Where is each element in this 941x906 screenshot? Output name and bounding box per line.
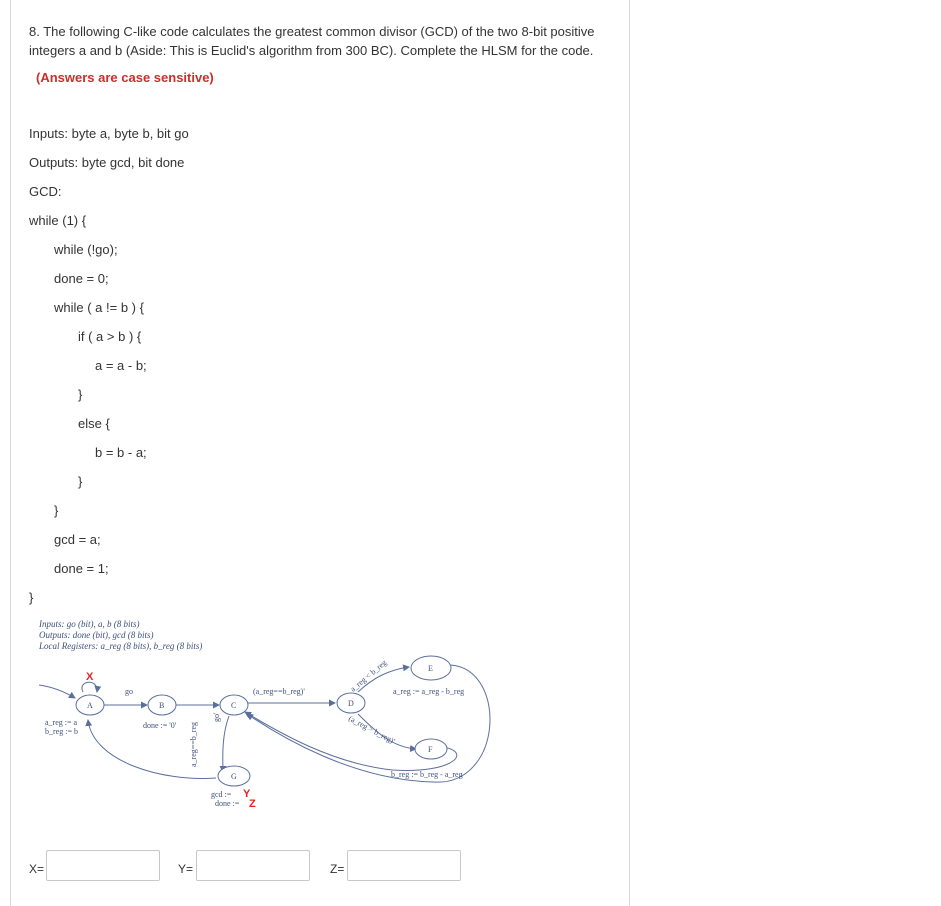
code-line: else {: [78, 416, 110, 431]
done-clear-label: done := '0': [143, 721, 177, 730]
question-card: [10, 0, 630, 906]
code-line: GCD:: [29, 184, 62, 199]
state-b-label: B: [159, 701, 165, 710]
blank-y-marker: Y: [243, 788, 251, 800]
diagram-registers: Local Registers: a_reg (8 bits), b_reg (8 bits): [39, 641, 203, 651]
x-answer-label: X=: [29, 862, 45, 876]
code-line: while (!go);: [54, 242, 118, 257]
state-a-label: A: [87, 701, 93, 710]
entry-arrow: [39, 685, 75, 698]
c-to-g-arrow: [223, 716, 229, 772]
blank-z-marker: Z: [249, 798, 256, 807]
code-line: }: [78, 387, 83, 402]
z-answer-input[interactable]: [347, 850, 461, 881]
code-line: }: [78, 474, 83, 489]
greater-than-label: (a_reg > b_reg)': [347, 713, 397, 746]
code-line: while (1) {: [29, 213, 87, 228]
f-action-label: b_reg := b_reg - a_reg: [391, 770, 463, 779]
a-init-label: a_reg := a: [45, 718, 78, 727]
code-line: }: [29, 590, 34, 605]
a-eq-b-label: a_reg==b_reg: [189, 721, 198, 767]
state-g-label: G: [231, 772, 237, 781]
a-self-loop: [82, 682, 97, 692]
go-not-label: go': [212, 712, 221, 722]
code-line: done = 0;: [54, 271, 109, 286]
less-than-label: a_reg < b_reg: [348, 658, 389, 694]
b-init-label: b_reg := b: [45, 727, 78, 736]
code-line: Inputs: byte a, byte b, bit go: [29, 126, 189, 141]
z-answer-label: Z=: [330, 862, 345, 876]
go-transition-label: go: [125, 687, 133, 696]
e-action-label: a_reg := a_reg - b_reg: [393, 687, 465, 696]
code-line: a = a - b;: [95, 358, 147, 373]
state-c-label: C: [231, 701, 237, 710]
gcd-assign-label: gcd :=: [211, 790, 232, 799]
state-d-label: D: [348, 699, 354, 708]
diagram-inputs: Inputs: go (bit), a, b (8 bits): [39, 619, 140, 629]
code-line: gcd = a;: [54, 532, 101, 547]
y-answer-input[interactable]: [196, 850, 310, 881]
state-f-label: F: [428, 745, 433, 754]
state-e-label: E: [428, 664, 433, 673]
question-text: 8. The following C-like code calculates the greatest common divisor (GCD) of the two 8-bit positive integers a and b (Aside: This is Euclid's algorithm from 300 BC). Complete the HLSM for the code.: [29, 24, 595, 58]
case-sensitive-note: (Answers are case sensitive): [36, 70, 214, 85]
y-answer-label: Y=: [178, 862, 194, 876]
code-line: b = b - a;: [95, 445, 147, 460]
code-line: Outputs: byte gcd, bit done: [29, 155, 185, 170]
done-assign-label: done :=: [215, 799, 240, 807]
hlsm-diagram: [33, 612, 503, 807]
code-line: if ( a > b ) {: [78, 329, 142, 344]
diagram-outputs: Outputs: done (bit), gcd (8 bits): [39, 630, 154, 640]
code-line: while ( a != b ) {: [54, 300, 144, 315]
code-line: done = 1;: [54, 561, 109, 576]
blank-x-marker: X: [86, 671, 94, 683]
code-line: }: [54, 503, 59, 518]
x-answer-input[interactable]: [46, 850, 160, 881]
not-equal-label: (a_reg==b_reg)': [253, 687, 305, 696]
